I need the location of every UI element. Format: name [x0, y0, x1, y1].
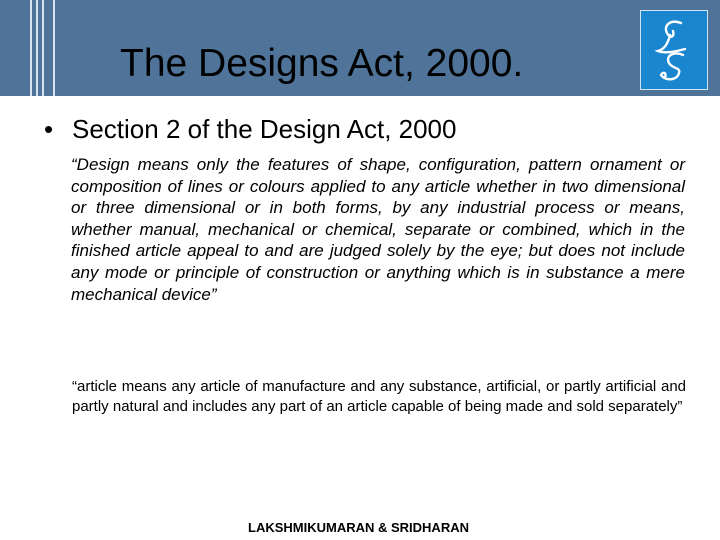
bullet-text: Section 2 of the Design Act, 2000 [72, 114, 457, 144]
decorative-line [30, 0, 32, 96]
decorative-line [42, 0, 44, 96]
ls-monogram-logo-icon [640, 10, 708, 90]
slide-title: The Designs Act, 2000. [120, 42, 524, 85]
design-definition-quote: “Design means only the features of shape, configuration, pattern ornament or composition of lines or colours applied to any article whether in two dimensional or three dimensional or in both forms, by any industrial process or means, whether manual, mechanical or chemical, separate or combined, which in the finished article appeal to and are judged solely by the eye; but does not include any mode or principle of construction or anything which is in substance a mere mechanical device” [71, 155, 685, 304]
decorative-line [53, 0, 55, 96]
decorative-line [36, 0, 38, 96]
article-definition-quote: “article means any article of manufacture and any substance, artificial, or partly artificial and partly natural and includes any part of an article capable of being made and sold separately” [72, 378, 686, 415]
title-header-band [0, 0, 720, 96]
bullet-point [44, 116, 456, 142]
bullet-symbol: • [44, 114, 54, 144]
footer-firm-name: LAKSHMIKUMARAN & SRIDHARAN [248, 520, 469, 535]
